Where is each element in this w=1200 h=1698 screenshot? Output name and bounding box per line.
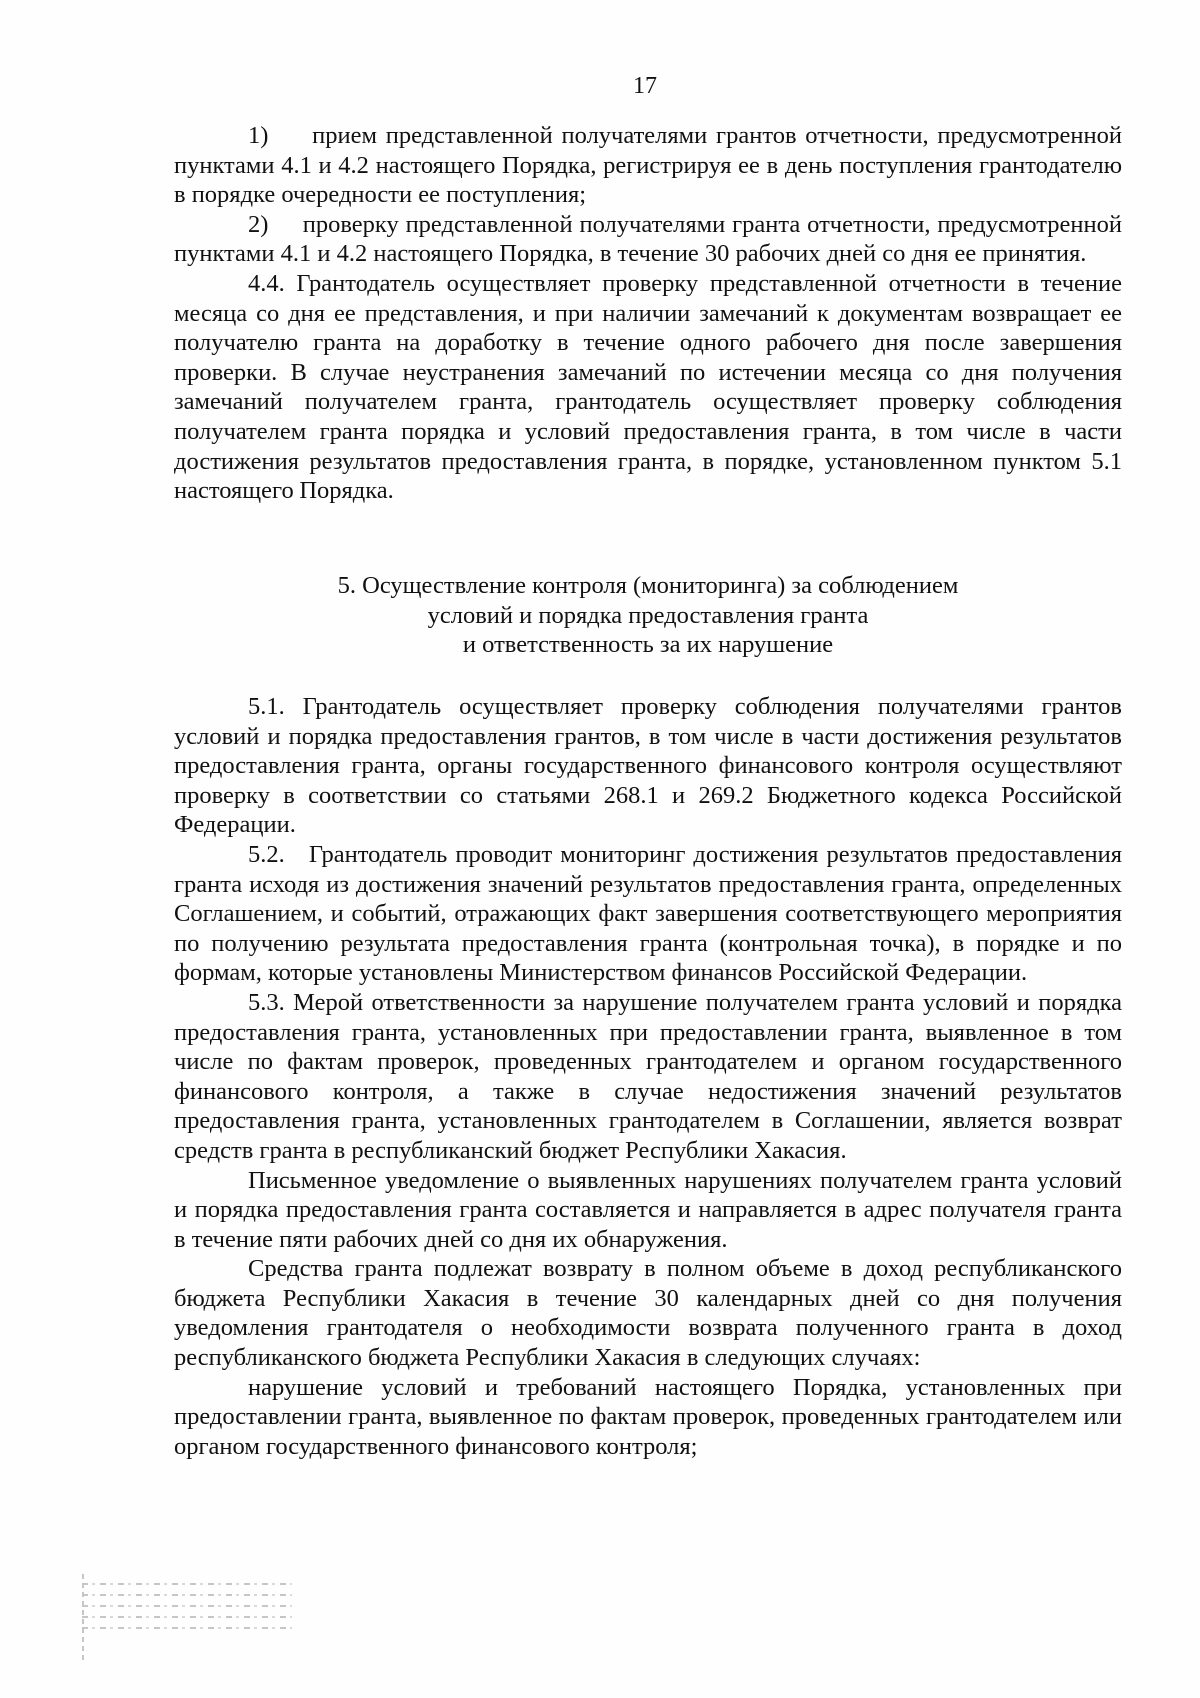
section-heading-line-2: условий и порядка предоставления гранта (427, 601, 869, 629)
stamp-line (82, 1605, 292, 1607)
stamp-line (82, 1627, 292, 1629)
stamp-border (82, 1574, 84, 1660)
paragraph-5-3: 5.3. Мерой ответственности за нарушение получателем гранта условий и порядка предоставления гранта, установленных при предоставлении гранта, выявленное в том числе по фактам проверок, проведенных грантодателем и органом государственного финансового контроля, а также в случае недостижения значений результатов предоставления гранта, установленных грантодателем в Соглашении, является возврат средств гранта в республиканский бюджет Республики Хакасия. (174, 988, 1122, 1164)
text-block-top (174, 121, 1122, 506)
section-heading (174, 571, 1122, 660)
paragraph-item-1: 1) прием представленной получателями грантов отчетности, предусмотренной пунктами 4.1 и 4.2 настоящего Порядка, регистрируя ее в день поступления грантодателю в порядке очередности ее поступления; (174, 122, 1122, 209)
paragraph-case-1: нарушение условий и требований настоящего Порядка, установленных при предоставлении гранта, выявленное по фактам проверок, проведенных грантодателем или органом государственного финансового контроля; (174, 1373, 1122, 1460)
stamp-line (82, 1594, 292, 1596)
paragraph-refund: Средства гранта подлежат возврату в полном объеме в доход республиканского бюджета Республики Хакасия в течение 30 календарных дней со дня получения уведомления грантодателя о необходимости возврата полученного гранта в доход республиканского бюджета Республики Хакасия в следующих случаях: (174, 1255, 1122, 1372)
paragraph-5-2: 5.2. Грантодатель проводит мониторинг достижения результатов предоставления гранта исходя из достижения значений результатов предоставления гранта, определенных Соглашением, и событий, отражающих факт завершения соответствующего мероприятия по получению результата предоставления гранта (контрольная точка), в порядке и по формам, которые установлены Министерством финансов Российской Федерации. (174, 840, 1122, 987)
stamp-line (82, 1583, 292, 1585)
page-number: 17 (633, 73, 657, 99)
paragraph-notice: Письменное уведомление о выявленных нарушениях получателем гранта условий и порядка предоставления гранта составляется и направляется в адрес получателя гранта в течение пяти рабочих дней со дня их обнаружения. (174, 1166, 1122, 1253)
paragraph-4-4: 4.4. Грантодатель осуществляет проверку представленной отчетности в течение месяца со дня ее представления, и при наличии замечаний к документам возвращает ее получателю гранта на доработку в течение одного рабочего дня после завершения проверки. В случае неустранения замечаний по истечении месяца со дня получения замечаний получателем гранта, грантодатель осуществляет проверку соблюдения получателем гранта порядка и условий предоставления гранта, в том числе в части достижения результатов предоставления гранта, в порядке, установленном пунктом 5.1 настоящего Порядка. (174, 269, 1122, 505)
section-heading-line-1: 5. Осуществление контроля (мониторинга) за соблюдением (337, 572, 959, 599)
stamp-line (82, 1616, 292, 1618)
section-heading-line-3: и ответственность за их нарушение (462, 631, 834, 659)
faded-stamp-mark (82, 1574, 292, 1660)
paragraph-5-1: 5.1. Грантодатель осуществляет проверку соблюдения получателями грантов условий и порядка предоставления грантов, в том числе в части достижения результатов предоставления гранта, органы государственного финансового контроля осуществляют проверку в соответствии со статьями 268.1 и 269.2 Бюджетного кодекса Российской Федерации. (174, 693, 1122, 839)
paragraph-item-2: 2) проверку представленной получателями гранта отчетности, предусмотренной пунктами 4.1 и 4.2 настоящего Порядка, в течение 30 рабочих дней со дня ее принятия. (174, 210, 1122, 268)
text-block-bottom (174, 692, 1122, 1461)
